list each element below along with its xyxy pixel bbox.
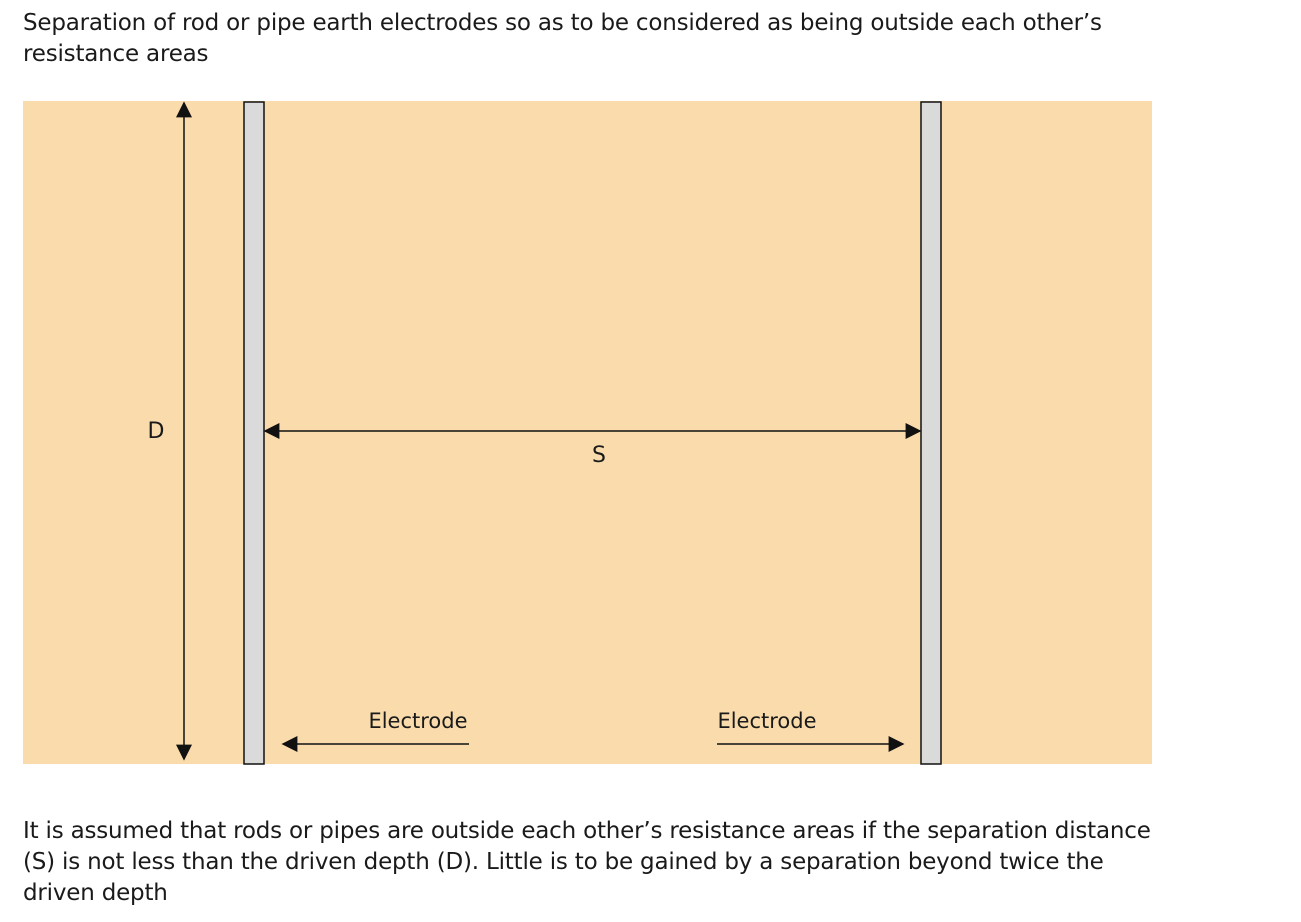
depth-label: D [147,419,165,444]
separation-label: S [592,443,606,468]
left-electrode-label: Electrode [368,709,468,733]
diagram-caption: It is assumed that rods or pipes are outside each other’s resistance areas if the separation distance (S) is not less than the driven depth (D). Little is to be gained by a separation beyond twice the driven depth [23,818,1151,906]
diagram-title: Separation of rod or pipe earth electrodes so as to be considered as being outside each other’s resistance areas [23,10,1102,67]
right-electrode [921,102,941,764]
left-electrode [244,102,264,764]
right-electrode-label: Electrode [717,709,817,733]
ground-area [23,101,1152,764]
